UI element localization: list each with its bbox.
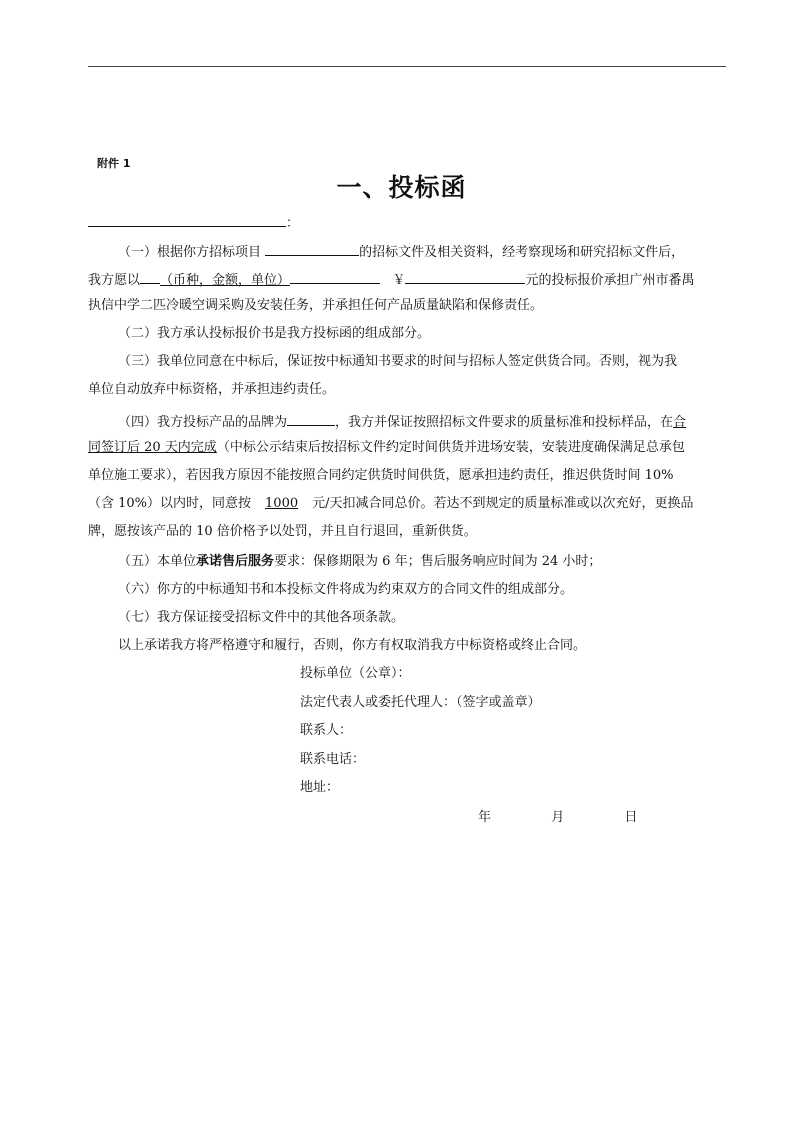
paragraph-3-line-1: （三）我单位同意在中标后，保证按中标通知书要求的时间与招标人签定供货合同。否则，视为我 xyxy=(118,354,678,369)
p4-text-g: （含 10%）以内时，同意按 xyxy=(88,496,252,511)
paragraph-4-line-1 xyxy=(118,410,728,433)
p1-text-a: （一）根据你方招标项目 xyxy=(118,245,262,260)
currency-hint: （币种，金额，单位） xyxy=(160,273,291,288)
paragraph-3-line-2: 单位自动放弃中标资格，并承担违约责任。 xyxy=(88,382,336,397)
p4-text-a: （四）我方投标产品的品牌为 xyxy=(118,415,288,430)
p4-text-b: ，我方并保证按照招标文件要求的质量标准和投标样品，在 xyxy=(335,415,674,430)
delivery-term: 同签订后 20 天内完成 xyxy=(88,440,217,455)
salutation-colon: ： xyxy=(286,216,300,231)
contact-person-label: 联系人： xyxy=(300,723,353,738)
p4-text-e: （中标公示结束后按招标文件约定时间供货并进场安装，安装进度确保满足总承包 xyxy=(216,440,685,455)
p4-text-h: 元/天扣减合同总价。若达不到规定的质量标准或以次充好，更换品 xyxy=(312,496,694,511)
project-name-blank xyxy=(265,240,359,256)
bidder-seal-label: 投标单位（公章）： xyxy=(300,666,411,681)
after-sales-commitment: 承诺售后服务 xyxy=(196,554,275,569)
paragraph-1-line-3: 执信中学二匹冷暖空调采购及安装任务，并承担任何产品质量缺陷和保修责任。 xyxy=(88,298,544,313)
p4-text-c: 合 xyxy=(673,415,687,430)
paragraph-4-line-5: 牌，愿按该产品的 10 倍价格予以处罚，并且自行退回，重新供货。 xyxy=(88,524,477,539)
paragraph-6: （六）你方的中标通知书和本投标文件将成为约束双方的合同文件的组成部分。 xyxy=(118,582,574,597)
address-label: 地址： xyxy=(300,780,340,795)
p1-text-f: 元的投标报价承担广州市番禺 xyxy=(525,273,695,288)
brand-blank xyxy=(287,410,335,426)
yuan-sign: ￥ xyxy=(392,273,406,288)
salutation-line xyxy=(88,211,728,234)
closing-statement: 以上承诺我方将严格遵守和履行，否则，你方有权取消我方中标资格或终止合同。 xyxy=(118,638,587,653)
p1-text-c: 我方愿以 xyxy=(88,273,141,288)
attachment-label: 附件 1 xyxy=(97,157,131,170)
penalty-amount: 1000 xyxy=(265,496,299,511)
contact-phone-label: 联系电话： xyxy=(300,752,366,767)
amount-blank xyxy=(405,268,525,284)
paragraph-5 xyxy=(118,552,728,572)
p5-text-a: （五）本单位 xyxy=(118,554,197,569)
paragraph-1-line-1 xyxy=(118,240,728,263)
paragraph-4-line-2 xyxy=(88,438,728,458)
paragraph-4-line-4 xyxy=(88,494,728,514)
representative-label: 法定代表人或委托代理人：（签字或盖章） xyxy=(300,695,541,710)
header-rule xyxy=(88,66,726,67)
paragraph-4-line-3: 单位施工要求），若因我方原因不能按照合同约定供货时间供货，愿承担违约责任，推迟供货时间 10% xyxy=(88,468,674,483)
paragraph-7: （七）我方保证接受招标文件中的其他各项条款。 xyxy=(118,610,405,625)
p1-text-b: 的招标文件及相关资料，经考察现场和研究招标文件后， xyxy=(359,245,685,260)
page-title: 一、投标函 xyxy=(336,173,467,202)
currency-blank-right xyxy=(290,268,380,284)
p5-text-b: 要求：保修期限为 6 年；售后服务响应时间为 24 小时； xyxy=(274,554,602,569)
currency-blank-left xyxy=(140,268,160,284)
recipient-blank xyxy=(88,211,286,227)
paragraph-1-line-2 xyxy=(88,268,728,291)
paragraph-2: （二）我方承认投标报价书是我方投标函的组成部分。 xyxy=(118,326,431,341)
date-line: 年 月 日 xyxy=(478,810,638,825)
